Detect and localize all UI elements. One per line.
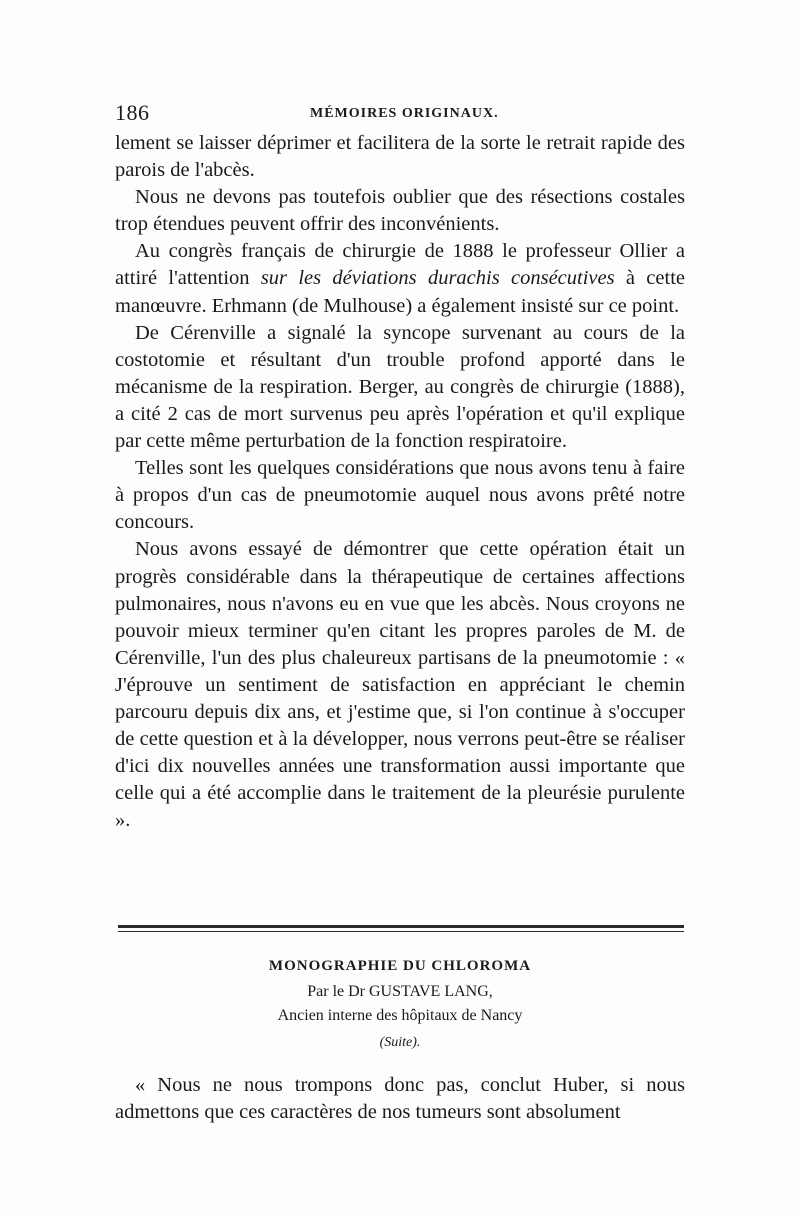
divider-thin-rule — [118, 931, 684, 932]
paragraph-ollier-after: à cette manœuvre. Erhmann (de Mulhouse) a également insisté sur ce point. — [115, 267, 685, 317]
paragraph-ollier-before: Au congrès français de chirurgie de 1888 le professeur Ollier a attiré l'attention — [115, 240, 685, 290]
divider-thick-rule — [118, 925, 684, 928]
continuation-paragraph: « Nous ne nous trompons donc pas, conclut Huber, si nous admettons que ces caractères de nos tumeurs sont absolument — [115, 1074, 685, 1124]
running-head — [115, 100, 685, 130]
paragraph-1: lement se laisser déprimer et facilitera de la sorte le retrait rapide des parois de l'abcès. — [115, 132, 685, 182]
article-heading — [115, 958, 685, 1051]
article-title: MONOGRAPHIE DU CHLOROMA — [268, 958, 532, 974]
article-affiliation: Ancien interne des hôpitaux de Nancy — [277, 1007, 523, 1024]
paragraph-4: Telles sont les quelques considérations que nous avons tenu à faire à propos d'un cas de pneumotomie auquel nous avons prêté notre concours. — [115, 457, 685, 534]
paragraph-5: Nous avons essayé de démontrer que cette opération était un progrès considérable dans la thérapeutique de certaines affections pulmonaires, nous n'avons eu en vue que les abcès. Nous croyons ne pouvoir mieux terminer qu'en citant les propres paroles de M. de Cérenville, l'un des plus chaleureux partisans de la pneumotomie : « J'éprouve un sentiment de satisfaction en appréciant le chemin parcouru depuis dix ans, et j'estime que, si l'on continue à s'occuper de cette question et à la développer, nous verrons peut-être se réaliser d'ici dix nouvelles années une transformation aussi importante que celle qui a été accomplie dans le traitement de la pleurésie purulente ». — [115, 538, 685, 832]
running-title: MÉMOIRES ORIGINAUX. — [310, 106, 499, 121]
paragraph-ollier — [115, 238, 685, 319]
body-text — [115, 130, 685, 834]
continuation-text — [115, 1072, 685, 1126]
paragraph-2: Nous ne devons pas toutefois oublier que des résections costales trop étendues peuvent offrir des inconvénients. — [115, 186, 685, 236]
article-suite: (Suite). — [379, 1035, 421, 1050]
paragraph-3: De Cérenville a signalé la syncope survenant au cours de la costotomie et résultant d'un trouble profond apporté dans le mécanisme de la respiration. Berger, au congrès de chirurgie (1888), a cité 2 cas de mort survenus peu après l'opération et qu'il explique par cette même perturbation de la fonction respiratoire. — [115, 321, 685, 453]
section-divider — [118, 925, 684, 932]
page-number: 186 — [115, 100, 150, 125]
paragraph-ollier-italic: sur les déviations durachis consécutives — [260, 267, 615, 290]
article-author: Par le Dr GUSTAVE LANG, — [307, 983, 493, 1000]
